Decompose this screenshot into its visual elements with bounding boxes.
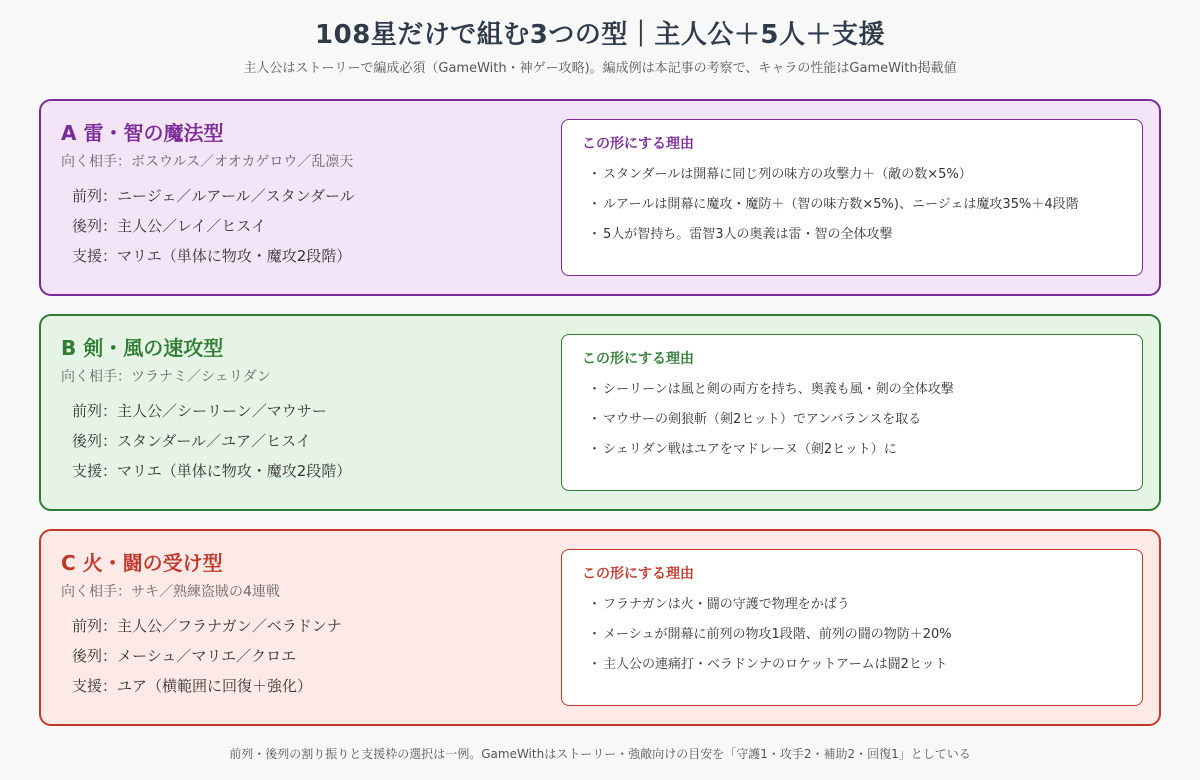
bullet-icon: ・ — [588, 627, 602, 642]
reason-text: メーシュが開幕に前列の物攻1段階、前列の闘の物防＋20% — [603, 627, 952, 642]
front-row: 前列：ニージェ／ルアール／スタンダール — [72, 187, 355, 205]
front-row: 前列：主人公／フラナガン／ベラドンナ — [72, 617, 342, 635]
reason-title: この形にする理由 — [582, 136, 694, 152]
card-fire-fight-guard — [39, 529, 1161, 726]
reason-text: ルアールは開幕に魔攻・魔防＋（智の味方数×5%)、ニージェは魔攻35%＋4段階 — [603, 197, 1079, 212]
bullet-icon: ・ — [588, 412, 602, 427]
bullet-icon: ・ — [588, 382, 602, 397]
reason-item — [588, 196, 1079, 226]
support-row: 支援：マリエ（単体に物攻・魔攻2段階） — [72, 247, 352, 265]
support-row: 支援：マリエ（単体に物攻・魔攻2段階） — [72, 462, 352, 480]
reason-item — [588, 656, 952, 686]
reason-item — [588, 166, 1079, 196]
reason-title: この形にする理由 — [582, 351, 694, 367]
bullet-icon: ・ — [588, 197, 602, 212]
reason-text: 主人公の連痛打・ベラドンナのロケットアームは闘2ヒット — [603, 657, 948, 672]
card-title: C 火・闘の受け型 — [61, 551, 223, 575]
support-row: 支援：ユア（横範囲に回復＋強化） — [72, 677, 313, 695]
reason-item — [588, 596, 952, 626]
reason-box — [561, 119, 1143, 276]
back-row: 後列：スタンダール／ユア／ヒスイ — [72, 432, 311, 450]
card-opponents: 向く相手：サキ／熟練盗賊の4連戦 — [61, 584, 280, 600]
bullet-icon: ・ — [588, 227, 602, 242]
page-title: 108星だけで組む3つの型｜主人公＋5人＋支援 — [315, 20, 885, 50]
reason-item — [588, 441, 954, 471]
reason-list — [588, 596, 952, 686]
back-row: 後列：主人公／レイ／ヒスイ — [72, 217, 266, 235]
reason-item — [588, 226, 1079, 256]
bullet-icon: ・ — [588, 657, 602, 672]
reason-item — [588, 381, 954, 411]
card-thunder-wisdom-magic — [39, 99, 1161, 296]
reason-text: フラナガンは火・闘の守護で物理をかばう — [603, 597, 850, 612]
reason-text: マウサーの剣狼斬（剣2ヒット）でアンバランスを取る — [603, 412, 922, 427]
reason-item — [588, 626, 952, 656]
reason-text: 5人が智持ち。雷智3人の奥義は雷・智の全体攻撃 — [603, 227, 893, 242]
reason-item — [588, 411, 954, 441]
bullet-icon: ・ — [588, 442, 602, 457]
card-opponents: 向く相手：ツラナミ／シェリダン — [61, 369, 271, 385]
page-subtitle: 主人公はストーリーで編成必須（GameWith・神ゲー攻略)。編成例は本記事の考察で、キャラの性能はGameWith掲載値 — [243, 61, 957, 76]
reason-text: シーリーンは風と剣の両方を持ち、奥義も風・剣の全体攻撃 — [603, 382, 954, 397]
reason-list — [588, 381, 954, 471]
reason-box — [561, 334, 1143, 491]
reason-text: シェリダン戦はユアをマドレーヌ（剣2ヒット）に — [603, 442, 897, 457]
reason-box — [561, 549, 1143, 706]
bullet-icon: ・ — [588, 167, 602, 182]
reason-title: この形にする理由 — [582, 566, 694, 582]
reason-list — [588, 166, 1079, 256]
back-row: 後列：メーシュ／マリエ／クロエ — [72, 647, 297, 665]
card-title: A 雷・智の魔法型 — [61, 121, 224, 145]
front-row: 前列：主人公／シーリーン／マウサー — [72, 402, 327, 420]
card-opponents: 向く相手：ボスウルス／オオカゲロウ／乱凛天 — [61, 154, 354, 170]
card-title: B 剣・風の速攻型 — [61, 336, 224, 360]
bullet-icon: ・ — [588, 597, 602, 612]
reason-text: スタンダールは開幕に同じ列の味方の攻撃力＋（敵の数×5%） — [603, 167, 972, 182]
footer-note: 前列・後列の割り振りと支援枠の選択は一例。GameWithはストーリー・強敵向けの目安を「守護1・攻手2・補助2・回復1」としている — [229, 747, 971, 761]
card-sword-wind-rush — [39, 314, 1161, 511]
